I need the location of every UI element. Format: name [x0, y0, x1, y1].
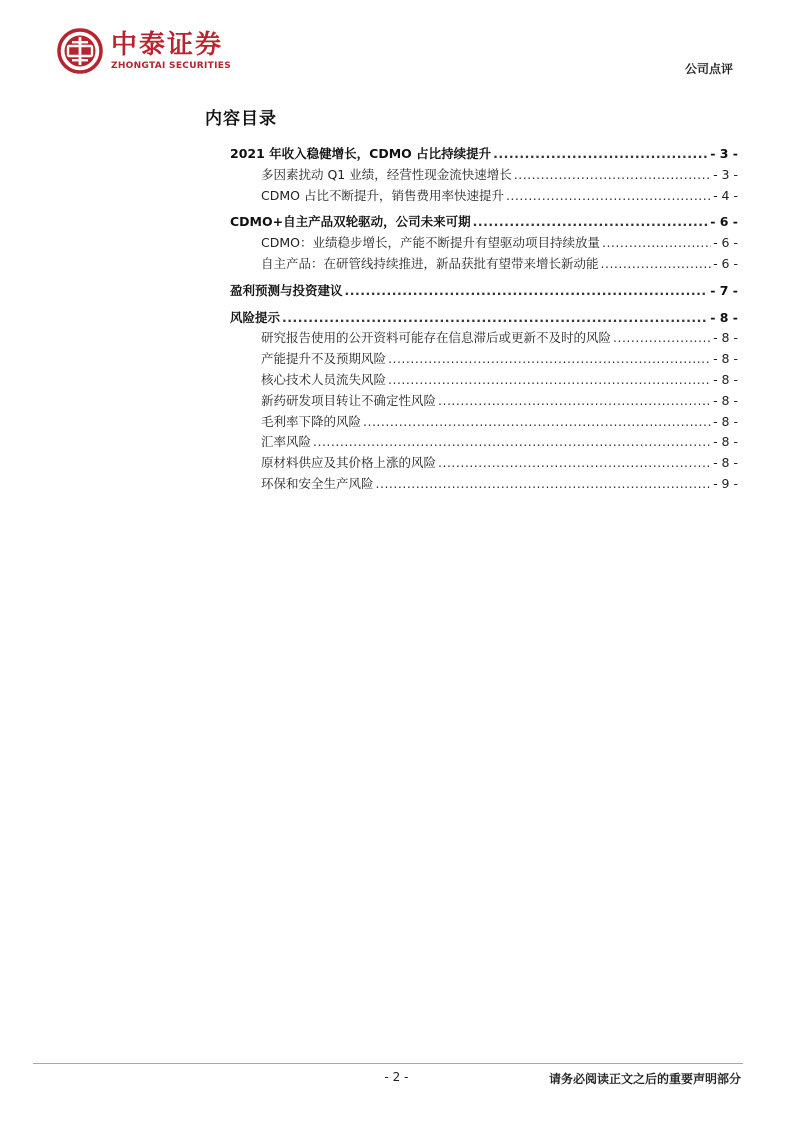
toc-entry-page: - 8 - [713, 392, 738, 408]
toc-subsection-entry[interactable] [230, 453, 738, 474]
toc-entry-label: 毛利率下降的风险 [261, 413, 362, 429]
toc-section-entry[interactable] [230, 144, 738, 165]
toc-entry-page: - 3 - [713, 166, 738, 182]
company-logo [57, 28, 231, 74]
toc-leader-dots [282, 310, 708, 325]
toc-entry-label: CDMO 占比不断提升，销售费用率快速提升 [261, 187, 504, 203]
footer-divider [33, 1063, 743, 1064]
toc-leader-dots [473, 214, 709, 229]
toc-entry-page: - 6 - [710, 214, 738, 230]
toc-entry-page: - 4 - [713, 187, 738, 203]
toc-leader-dots [506, 188, 711, 203]
page-header [0, 0, 793, 100]
toc-leader-dots [388, 351, 711, 366]
toc-entry-label: 汇率风险 [261, 434, 312, 450]
toc-leader-dots [376, 476, 712, 491]
toc-entry-label: 核心技术人员流失风险 [261, 371, 387, 387]
toc-subsection-entry[interactable] [230, 254, 738, 275]
toc-section-entry[interactable] [230, 281, 738, 302]
toc-entry-label: 研究报告使用的公开资料可能存在信息滞后或更新不及时的风险 [261, 330, 612, 346]
toc-entry-page: - 8 - [713, 434, 738, 450]
toc-entry-page: - 6 - [713, 255, 738, 271]
toc-entry-label: 产能提升不及预期风险 [261, 351, 387, 367]
toc-subsection-entry[interactable] [230, 349, 738, 370]
zhongtai-logo-icon [57, 28, 103, 74]
toc-subsection-entry[interactable] [230, 474, 738, 495]
toc-entry-label: 原材料供应及其价格上涨的风险 [261, 455, 437, 471]
toc-entry-label: 盈利预测与投资建议 [230, 282, 343, 298]
toc-subsection-entry[interactable] [230, 412, 738, 433]
toc-subsection-entry[interactable] [230, 186, 738, 207]
toc-entry-page: - 9 - [713, 475, 738, 491]
toc-section-entry[interactable] [230, 212, 738, 233]
toc-entry-page: - 8 - [713, 413, 738, 429]
toc-entry-page: - 8 - [713, 371, 738, 387]
toc-leader-dots [613, 330, 711, 345]
toc-subsection-entry[interactable] [230, 432, 738, 453]
toc-entry-page: - 7 - [710, 282, 738, 298]
toc-subsection-entry[interactable] [230, 391, 738, 412]
toc-leader-dots [602, 235, 711, 250]
toc-leader-dots [363, 414, 711, 429]
toc-section-entry[interactable] [230, 308, 738, 329]
toc-leader-dots [438, 455, 711, 470]
company-name-cn: 中泰证券 [111, 30, 224, 60]
toc-title: 内容目录 [205, 109, 277, 129]
toc-entry-label: CDMO：业绩稳步增长，产能不断提升有望驱动项目持续放量 [261, 235, 600, 251]
toc-entry-page: - 8 - [713, 330, 738, 346]
footer-disclaimer: 请务必阅读正文之后的重要声明部分 [548, 1072, 741, 1086]
company-name-en: ZHONGTAI SECURITIES [111, 61, 231, 71]
toc-leader-dots [493, 146, 708, 161]
toc-leader-dots [345, 283, 709, 298]
toc-leader-dots [601, 256, 712, 271]
toc-entry-page: - 8 - [713, 351, 738, 367]
toc-entry-page: - 8 - [713, 455, 738, 471]
toc-subsection-entry[interactable] [230, 370, 738, 391]
toc-subsection-entry[interactable] [230, 165, 738, 186]
page-number: - 2 - [384, 1070, 409, 1084]
toc-entry-label: 环保和安全生产风险 [261, 475, 374, 491]
toc-entry-label: 多因素扰动 Q1 业绩，经营性现金流快速增长 [261, 166, 512, 182]
toc-subsection-entry[interactable] [230, 233, 738, 254]
toc-entry-page: - 8 - [710, 309, 738, 325]
document-type-label: 公司点评 [684, 62, 733, 76]
toc-leader-dots [313, 434, 711, 449]
toc-leader-dots [514, 167, 711, 182]
toc-leader-dots [388, 372, 711, 387]
toc-entry-label: 自主产品：在研管线持续推进，新品获批有望带来增长新动能 [261, 255, 599, 271]
table-of-contents [230, 144, 738, 495]
toc-entry-page: - 3 - [710, 146, 738, 161]
toc-leader-dots [438, 393, 711, 408]
toc-entry-label: 新药研发项目转让不确定性风险 [261, 392, 437, 408]
toc-entry-page: - 6 - [713, 235, 738, 251]
toc-entry-label: CDMO+自主产品双轮驱动，公司未来可期 [230, 214, 471, 230]
toc-entry-label: 2021 年收入稳健增长，CDMO 占比持续提升 [230, 146, 492, 161]
toc-subsection-entry[interactable] [230, 328, 738, 349]
toc-entry-label: 风险提示 [230, 309, 281, 325]
